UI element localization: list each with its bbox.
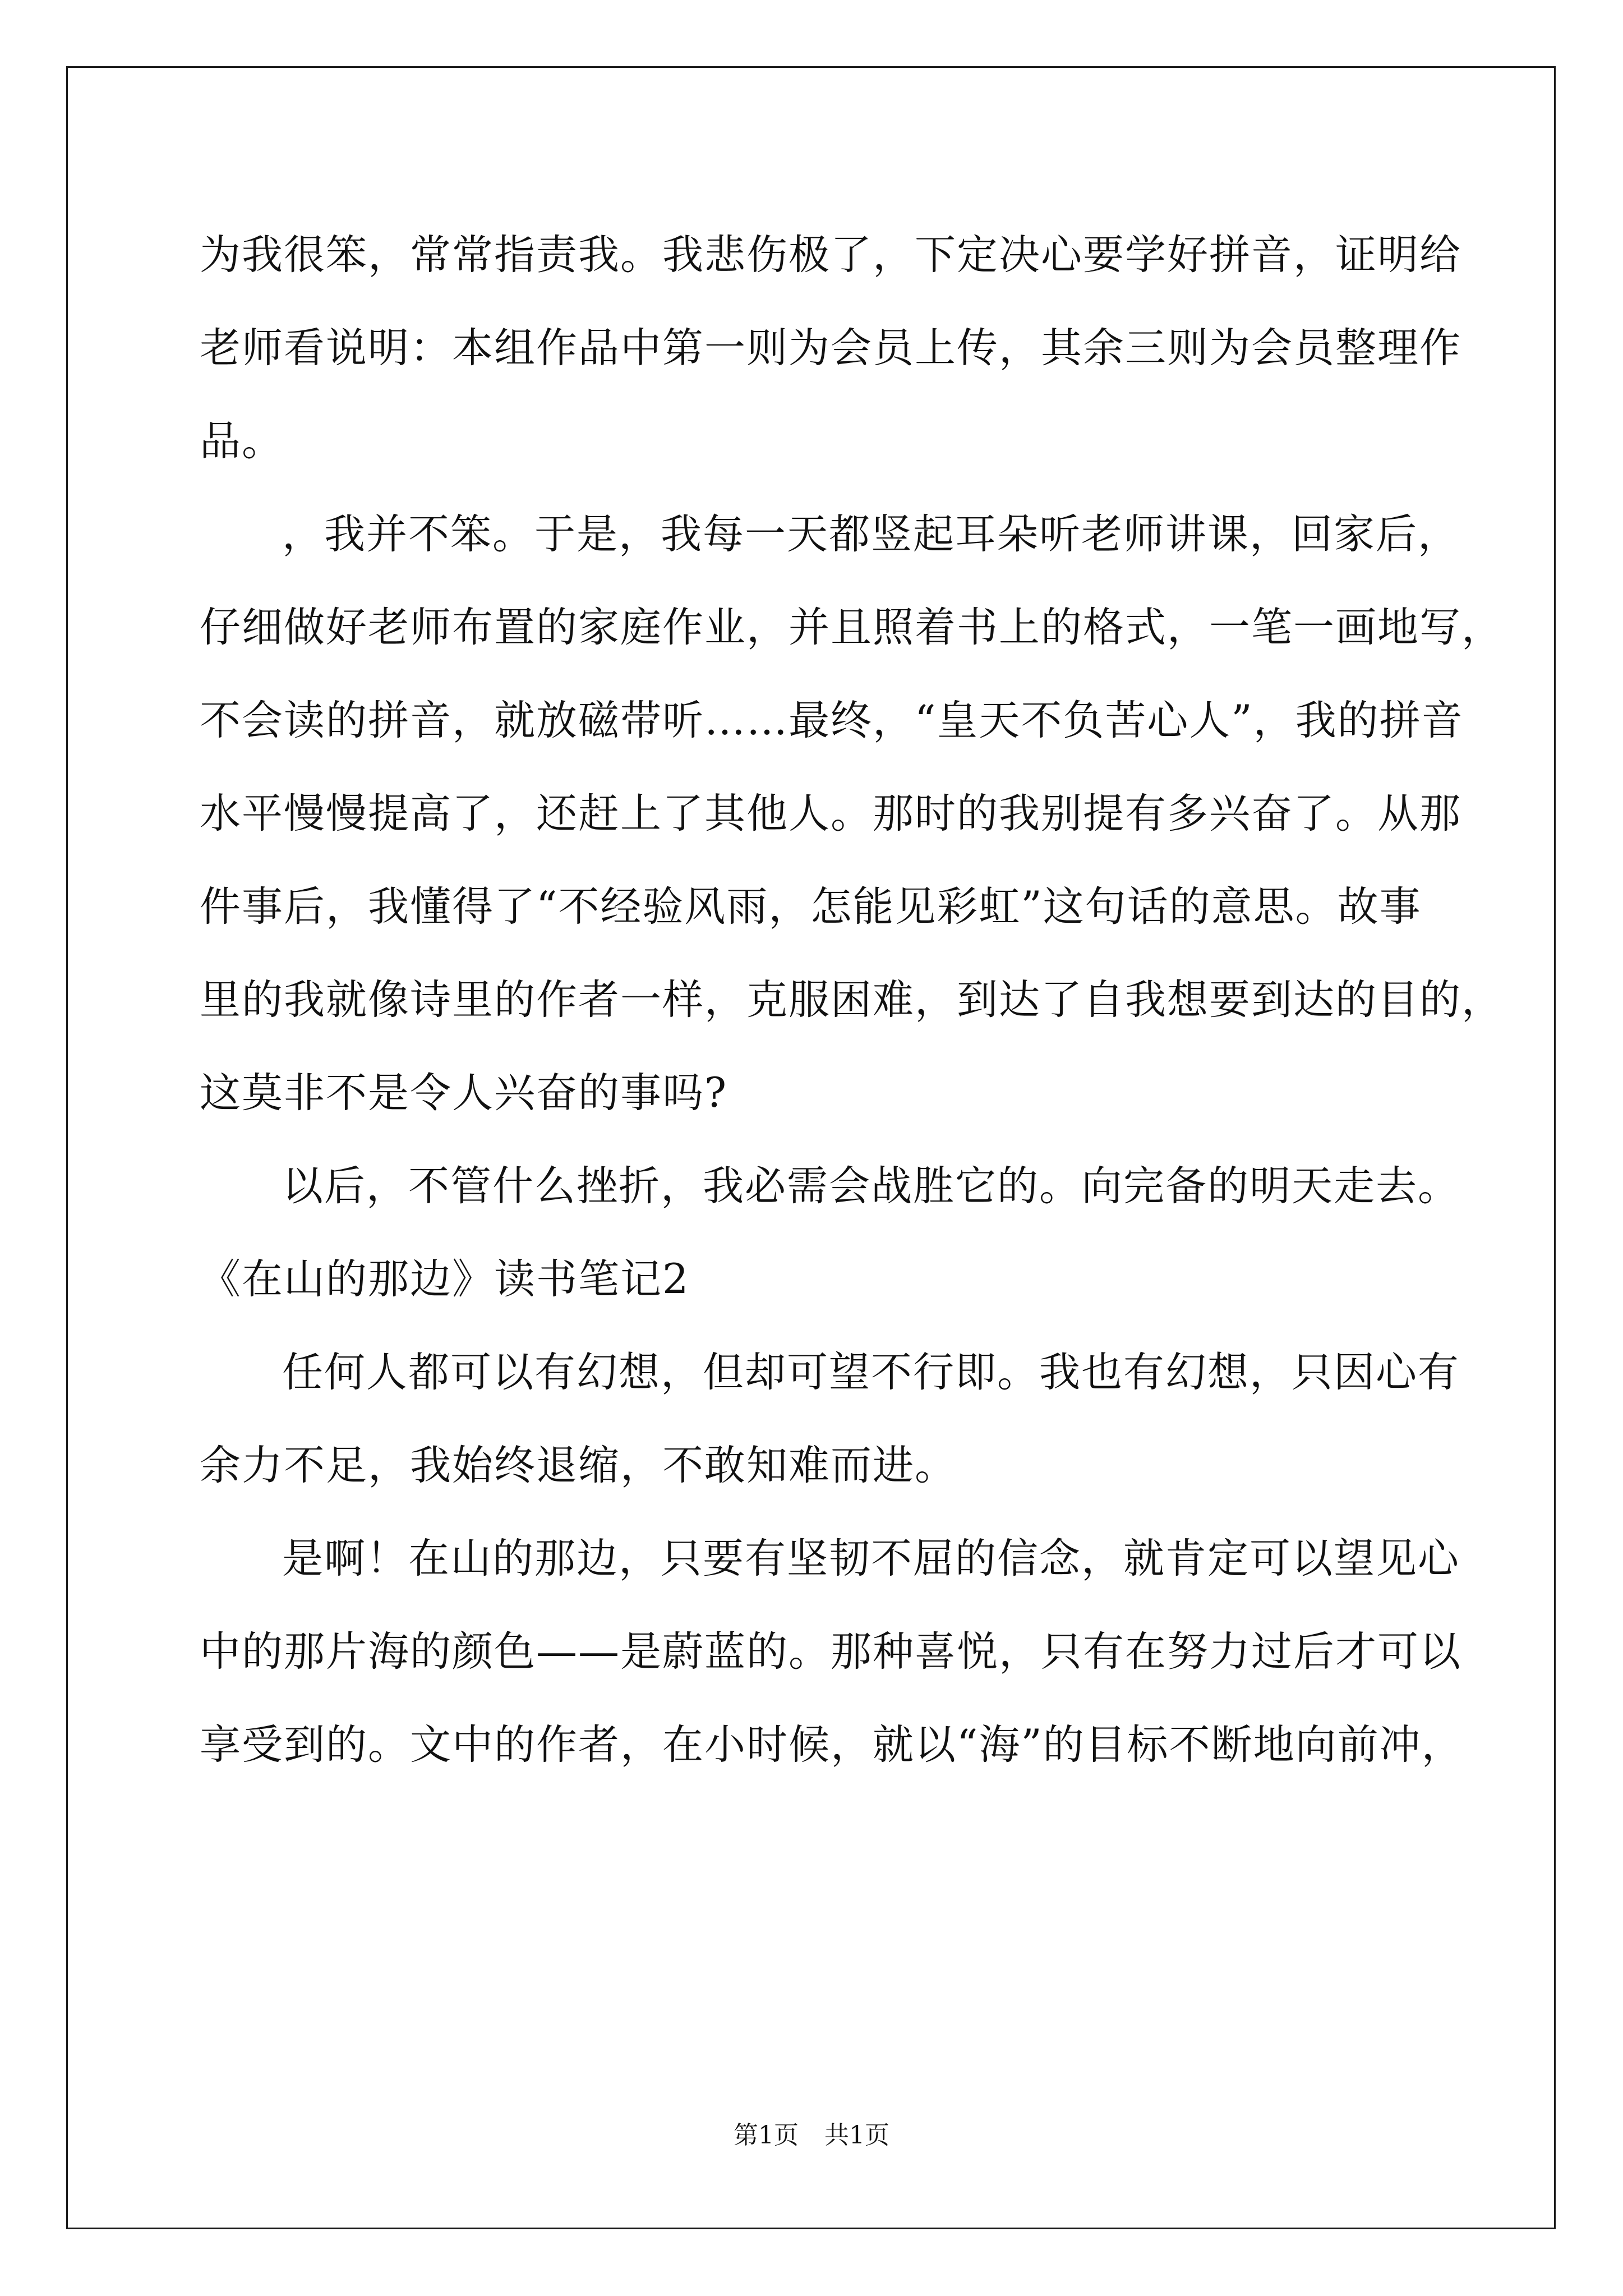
text-line: ，我并不笨。于是，我每一天都竖起耳朵听老师讲课，回家后， [282,510,1460,558]
text-line: 是啊！在山的那边，只要有坚韧不屈的信念，就肯定可以望见心 [282,1535,1460,1582]
text-line: 仔细做好老师布置的家庭作业，并且照着书上的格式，一笔一画地写， [200,604,1504,651]
text-line: 品。 [200,417,284,465]
document-body [200,209,1504,1792]
page-footer [0,2119,1623,2152]
text-line: 享受到的。文中的作者，在小时候，就以“海”的目标不断地向前冲， [200,1721,1464,1769]
text-line: 任何人都可以有幻想，但却可望不行即。我也有幻想，只因心有 [282,1349,1460,1396]
text-line: 《在山的那边》读书笔记2 [200,1255,690,1303]
text-line: 中的那片海的颜色——是蔚蓝的。那种喜悦，只有在努力过后才可以 [200,1628,1461,1676]
text-line: 不会读的拼音，就放磁带听……最终，“皇天不负苦心人”，我的拼音 [200,697,1464,744]
text-line: 里的我就像诗里的作者一样，克服困难，到达了自我想要到达的目的， [200,976,1504,1024]
text-line: 水平慢慢提高了，还赶上了其他人。那时的我别提有多兴奋了。从那 [200,790,1461,838]
text-line: 件事后，我懂得了“不经验风雨，怎能见彩虹”这句话的意思。故事 [200,883,1422,931]
text-line: 老师看说明：本组作品中第一则为会员上传，其余三则为会员整理作 [200,324,1461,372]
text-line: 余力不足，我始终退缩，不敢知难而进。 [200,1442,957,1489]
page-number-total: 共1页 [824,2121,889,2150]
text-line: 这莫非不是令人兴奋的事吗? [200,1069,728,1117]
text-line: 为我很笨，常常指责我。我悲伤极了，下定决心要学好拼音，证明给 [200,231,1461,279]
page-number-current: 第1页 [734,2121,799,2150]
text-line: 以后，不管什么挫折，我必需会战胜它的。向完备的明天走去。 [282,1162,1460,1210]
